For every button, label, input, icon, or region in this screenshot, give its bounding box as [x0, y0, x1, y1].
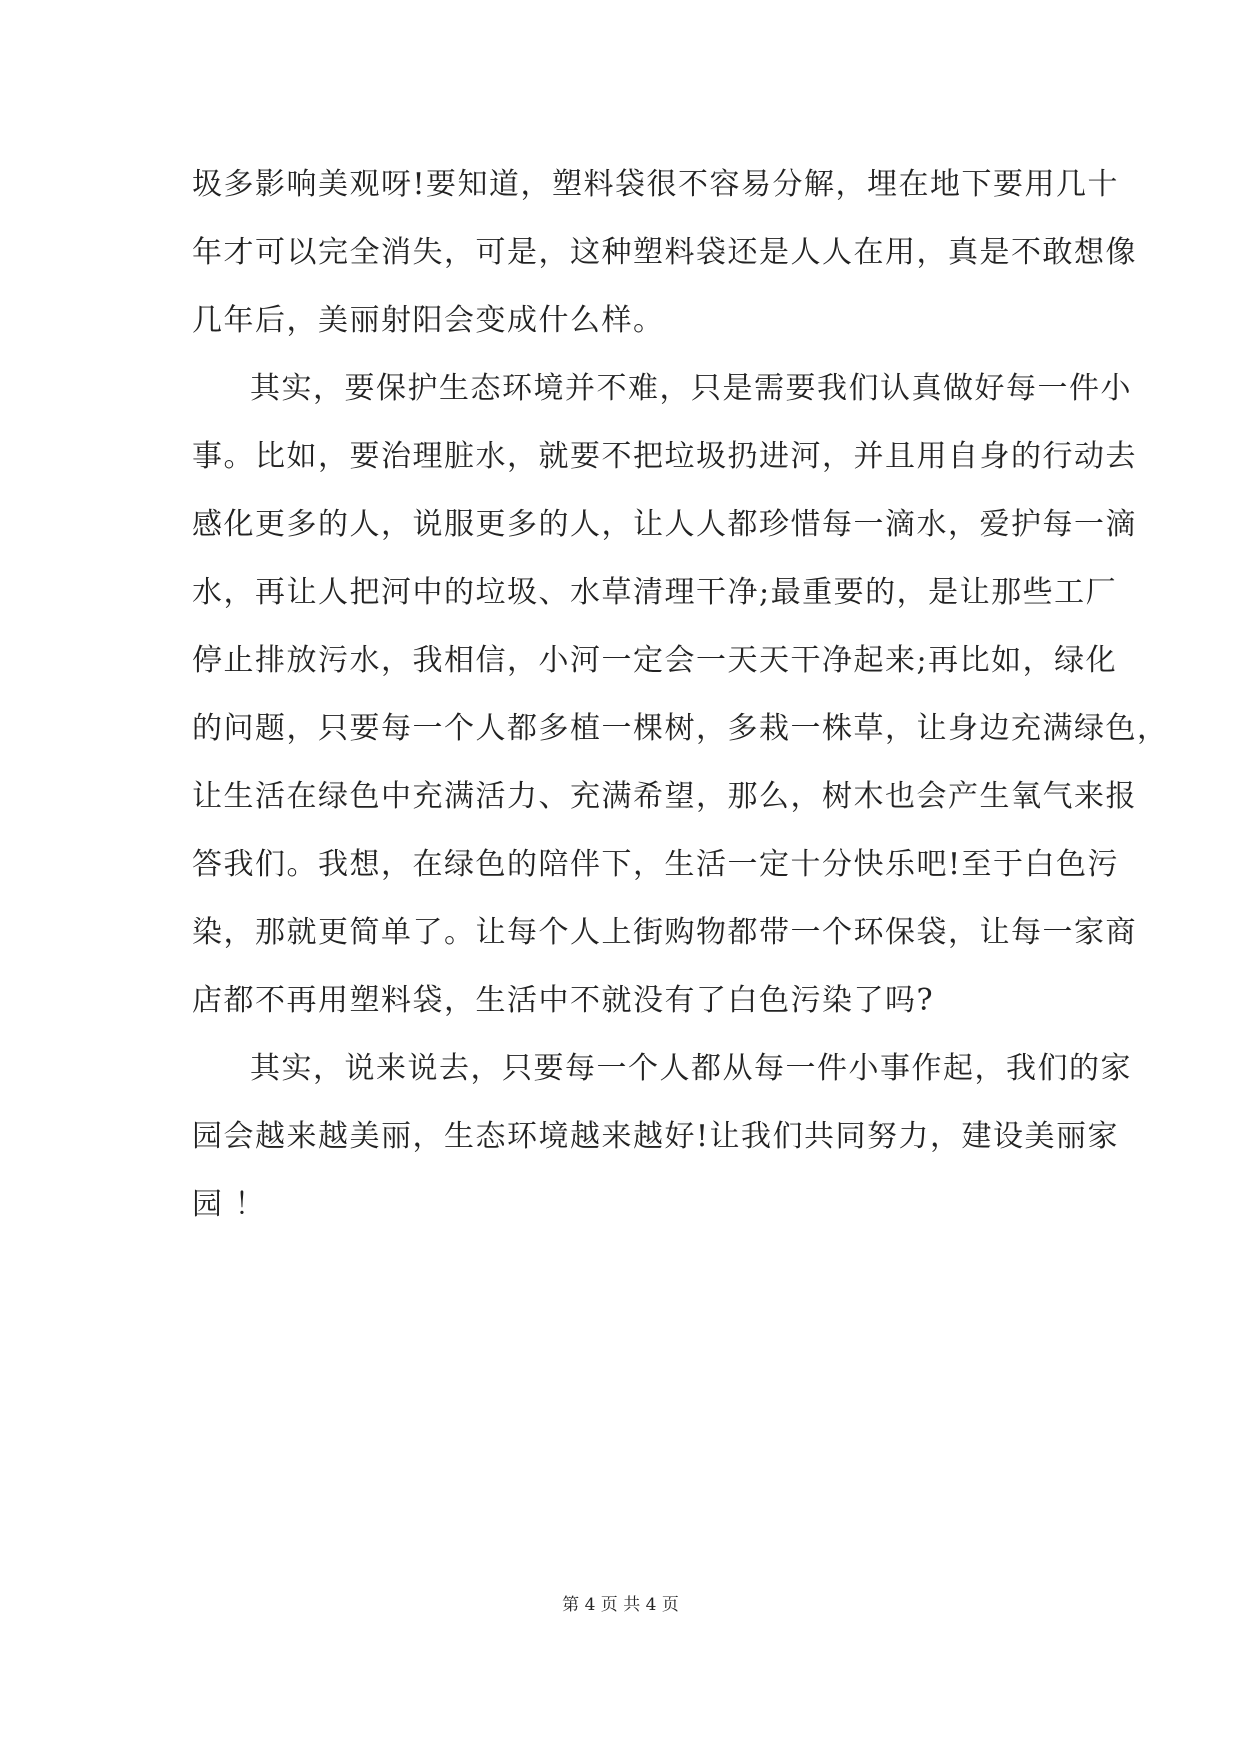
page-footer: 第 4 页 共 4 页: [562, 1595, 679, 1615]
text-line: 年才可以完全消失，可是，这种塑料袋还是人人在用，真是不敢想像: [192, 235, 1137, 270]
text-line: 答我们。我想，在绿色的陪伴下，生活一定十分快乐吧!至于白色污: [192, 847, 1120, 882]
text-line: 店都不再用塑料袋，生活中不就没有了白色污染了吗?: [192, 983, 935, 1018]
text-line: 的问题，只要每一个人都多植一棵树，多栽一株草，让身边充满绿色，: [192, 711, 1169, 746]
text-line: 水，再让人把河中的垃圾、水草清理干净;最重要的，是让那些工厂: [192, 575, 1118, 610]
text-line: 圾多影响美观呀!要知道，塑料袋很不容易分解，埋在地下要用几十: [192, 167, 1120, 202]
text-line: 园会越来越美丽，生态环境越来越好!让我们共同努力，建设美丽家: [192, 1119, 1120, 1154]
text-line: 停止排放污水，我相信，小河一定会一天天干净起来;再比如，绿化: [192, 643, 1118, 678]
text-line: 几年后，美丽射阳会变成什么样。: [192, 303, 665, 338]
text-line: 园 ！: [192, 1187, 267, 1222]
text-line: 感化更多的人，说服更多的人，让人人都珍惜每一滴水，爱护每一滴: [192, 507, 1137, 542]
text-line: 其实，要保护生态环境并不难，只是需要我们认真做好每一件小: [250, 371, 1132, 406]
text-line: 染，那就更简单了。让每个人上街购物都带一个环保袋，让每一家商: [192, 915, 1137, 950]
text-line: 让生活在绿色中充满活力、充满希望，那么，树木也会产生氧气来报: [192, 779, 1137, 814]
document-body: [192, 160, 1169, 1248]
text-line: 事。比如，要治理脏水，就要不把垃圾扔进河，并且用自身的行动去: [192, 439, 1137, 474]
text-line: 其实，说来说去，只要每一个人都从每一件小事作起，我们的家: [250, 1051, 1132, 1086]
